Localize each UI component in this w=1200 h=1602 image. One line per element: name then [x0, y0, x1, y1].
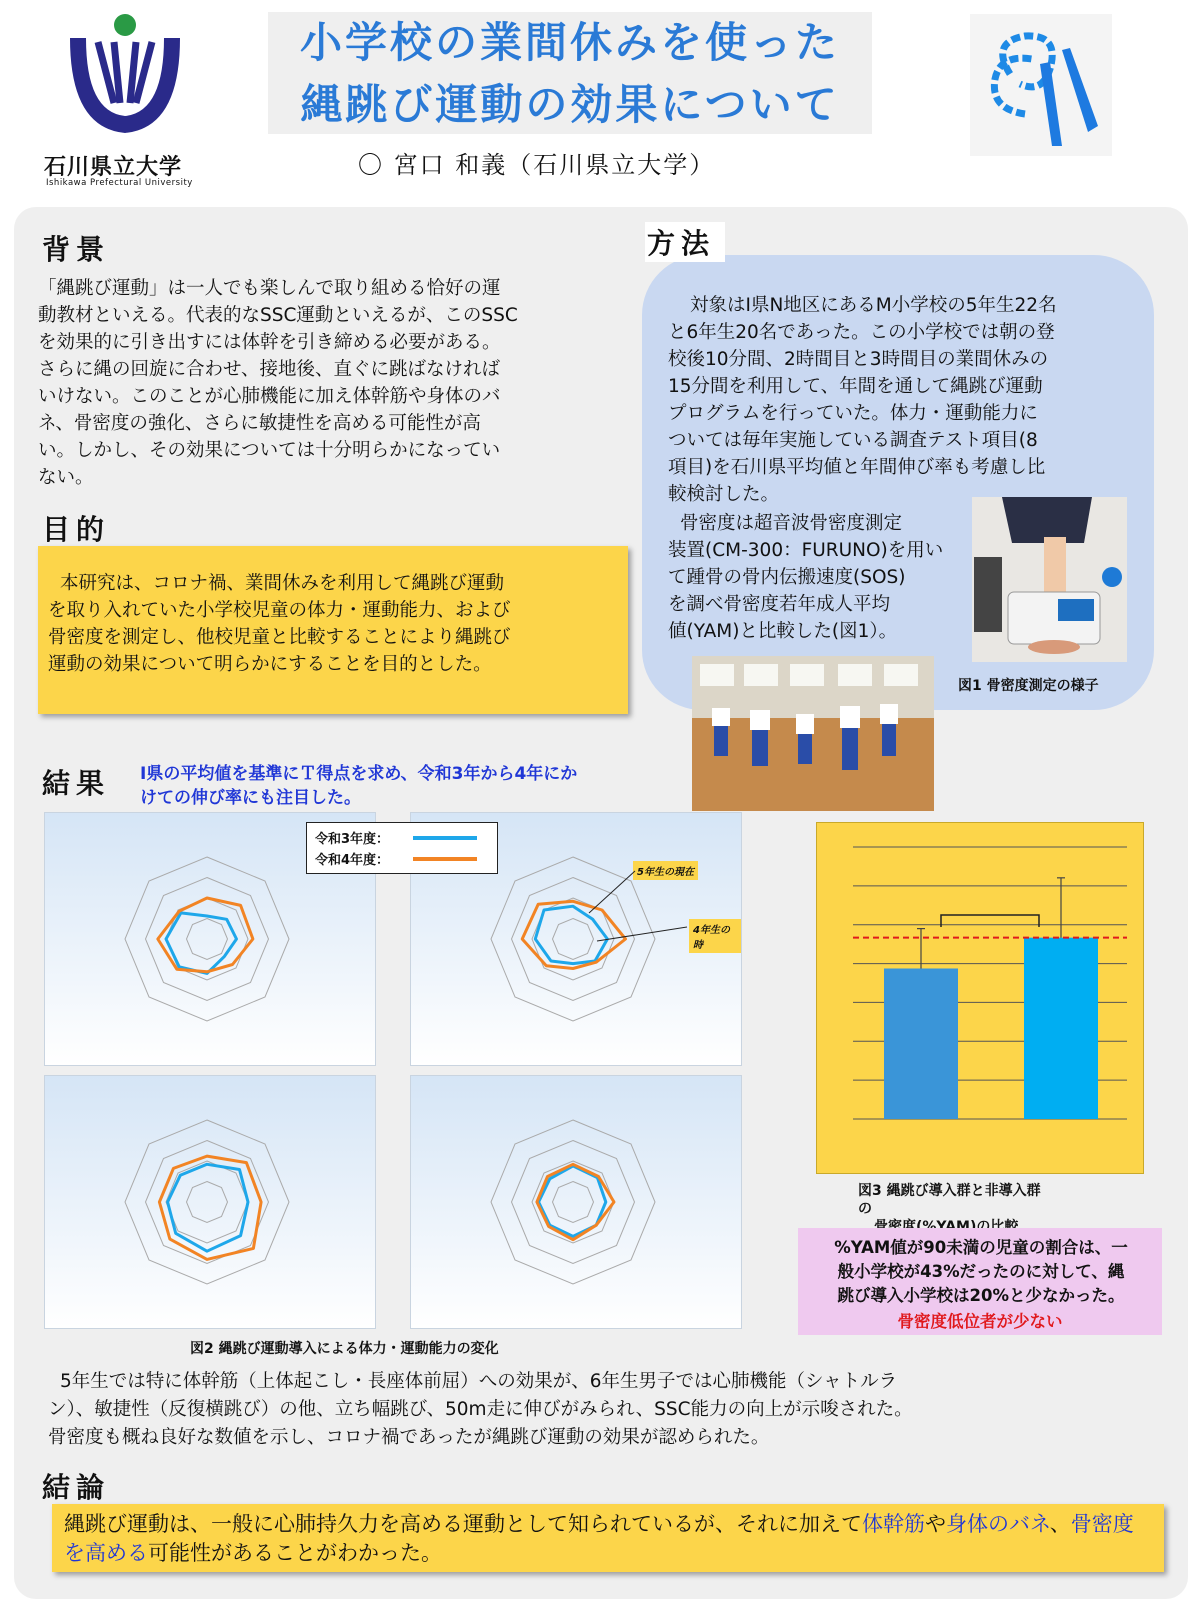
purpose-text: 本研究は、コロナ禍、業間休みを利用して縄跳び運動 を取り入れていた小学校児童の体力・運動能力、および 骨密度を測定し、他校児童と比較することにより縄跳び 運動の効果について明らかにすることを目的とした。 — [48, 573, 511, 675]
legend-line-2022 — [413, 857, 477, 861]
university-name-ja: 石川県立大学 — [44, 155, 183, 180]
results-summary: 5年生では特に体幹筋（上体起こし・長座体前屈）への効果が、6年生男子では心肺機能（シャトルラ ン）、敏捷性（反復横跳び）の他、立ち幅跳び、50m走に伸びがみられ、SSC能力の向上が示唆された。 骨密度も概ね良好な数値を示し、コロナ禍であったが縄跳び運動の効果が認められた。 — [48, 1371, 913, 1448]
radar-grid-ring — [491, 1120, 655, 1284]
method-text-2: 骨密度は超音波骨密度測定 装置(CM-300：FURUNO)を用い て踵骨の骨内伝搬速度(SOS) を調べ骨密度若年成人平均 値(YAM)と比較した(図1）。 — [668, 513, 944, 642]
yam-finding-text: %YAM値が90未満の児童の割合は、一 般小学校が43%だったのに対して、縄 跳び導入小学校は20%と少なかった。 — [834, 1238, 1128, 1305]
radar-grid-ring — [187, 1182, 228, 1223]
conclusion-highlight-bone: 骨密度を高める — [64, 1512, 1134, 1565]
bar-0 — [884, 968, 958, 1119]
author-line: 〇 宮口 和義（石川県立大学） — [358, 151, 716, 179]
radar-grid-ring — [166, 1161, 248, 1243]
fig1-caption: 図1 骨密度測定の様子 — [958, 678, 1099, 694]
radar-series-2022 — [537, 1164, 614, 1239]
conclusion-text — [64, 1510, 1154, 1568]
jump-rope-icon — [970, 14, 1112, 156]
results-heading: 結果 — [42, 767, 111, 800]
legend-line-2021 — [413, 836, 477, 840]
university-emblem-icon — [40, 8, 210, 143]
annotation-grade5: 5年生の現在 — [633, 861, 698, 880]
radar-chart-4 — [410, 1075, 742, 1329]
conclusion-part-1: 縄跳び運動は、一般に心肺持久力を高める運動として知られているが、それに加えて — [64, 1512, 862, 1536]
radar-grid-ring — [146, 878, 269, 1001]
conclusion-part-4: 可能性があることがわかった。 — [148, 1541, 442, 1565]
background-heading: 背景 — [42, 233, 111, 266]
radar-series-2021 — [168, 1164, 248, 1251]
conclusion-highlight-spring: 身体のバネ — [946, 1512, 1050, 1536]
bone-density-photo — [972, 497, 1127, 662]
jump-rope-image — [970, 14, 1112, 156]
yam-finding-highlight: 骨密度低位者が少ない — [897, 1312, 1063, 1331]
method-heading: 方法 — [645, 222, 725, 262]
results-note: I県の平均値を基準にＴ得点を求め、令和3年から4年にか けての伸び率にも注目した。 — [140, 764, 578, 808]
annotation-grade4: 4年生の時 — [689, 919, 741, 953]
title-box — [268, 12, 872, 134]
gym-photo — [692, 656, 934, 811]
fig3-caption-2: の — [858, 1201, 872, 1217]
purpose-heading: 目的 — [42, 513, 111, 546]
bar-chart — [816, 822, 1144, 1174]
radar-grid-ring — [187, 919, 228, 960]
conclusion-part-2: や — [925, 1512, 946, 1536]
title-line-1: 小学校の業間休みを使った — [299, 18, 840, 67]
background-text: 「縄跳び運動」は一人でも楽しんで取り組める恰好の運 動教材といえる。代表的なSSC運動といえるが、このSSC を効果的に引き出すには体幹を引き締める必要がある。 さらに縄の回旋に合わせ、接地後、直ぐに跳ばなければ いけない。このことが心肺機能に加え体幹筋や身体のバ ネ、骨密度の強化、さらに敏捷性を高める可能性が高 い。しかし、その効果については十分明らかになってい ない。 — [38, 278, 518, 488]
radar-grid-ring — [553, 1182, 594, 1223]
conclusion-highlight-core: 体幹筋 — [862, 1512, 925, 1536]
legend-label-2021: 令和3年度： — [315, 832, 390, 847]
conclusion-part-3: 、 — [1049, 1512, 1071, 1536]
fig3-caption-3 — [874, 1216, 1018, 1226]
fig2-caption: 図2 縄跳び運動導入による体力・運動能力の変化 — [190, 1341, 499, 1357]
title-line-2: 縄跳び運動の効果について — [300, 80, 840, 129]
radar-grid-ring — [512, 1141, 635, 1264]
yam-finding-box — [798, 1228, 1162, 1335]
bar-1 — [1024, 938, 1098, 1119]
university-name-en: Ishikawa Prefectural University — [46, 178, 193, 188]
radar-chart-3 — [44, 1075, 376, 1329]
conclusion-heading: 結論 — [42, 1471, 111, 1504]
fig3-caption-1: 図3 縄跳び導入群と非導入群 — [858, 1183, 1041, 1199]
method-text-1: 対象はI県N地区にあるM小学校の5年生22名 と6年生20名であった。この小学校では朝の登 校後10分間、2時間目と3時間目の業間休みの 15分間を利用して、年間を通して縄跳び運動 プログラムを行っていた。体力・運動能力に ついては毎年実施している調査テスト項目(8 項目)を石川県平均値と年間伸び率も考慮し比 較検討した。 — [668, 295, 1057, 505]
radar-grid-ring — [146, 1141, 269, 1264]
radar-grid-ring — [532, 1161, 614, 1243]
legend-label-2022: 令和4年度： — [315, 853, 390, 868]
radar-legend — [306, 822, 498, 874]
conclusion-box — [52, 1504, 1164, 1572]
radar-grid-ring — [125, 857, 289, 1021]
university-logo — [40, 8, 210, 188]
